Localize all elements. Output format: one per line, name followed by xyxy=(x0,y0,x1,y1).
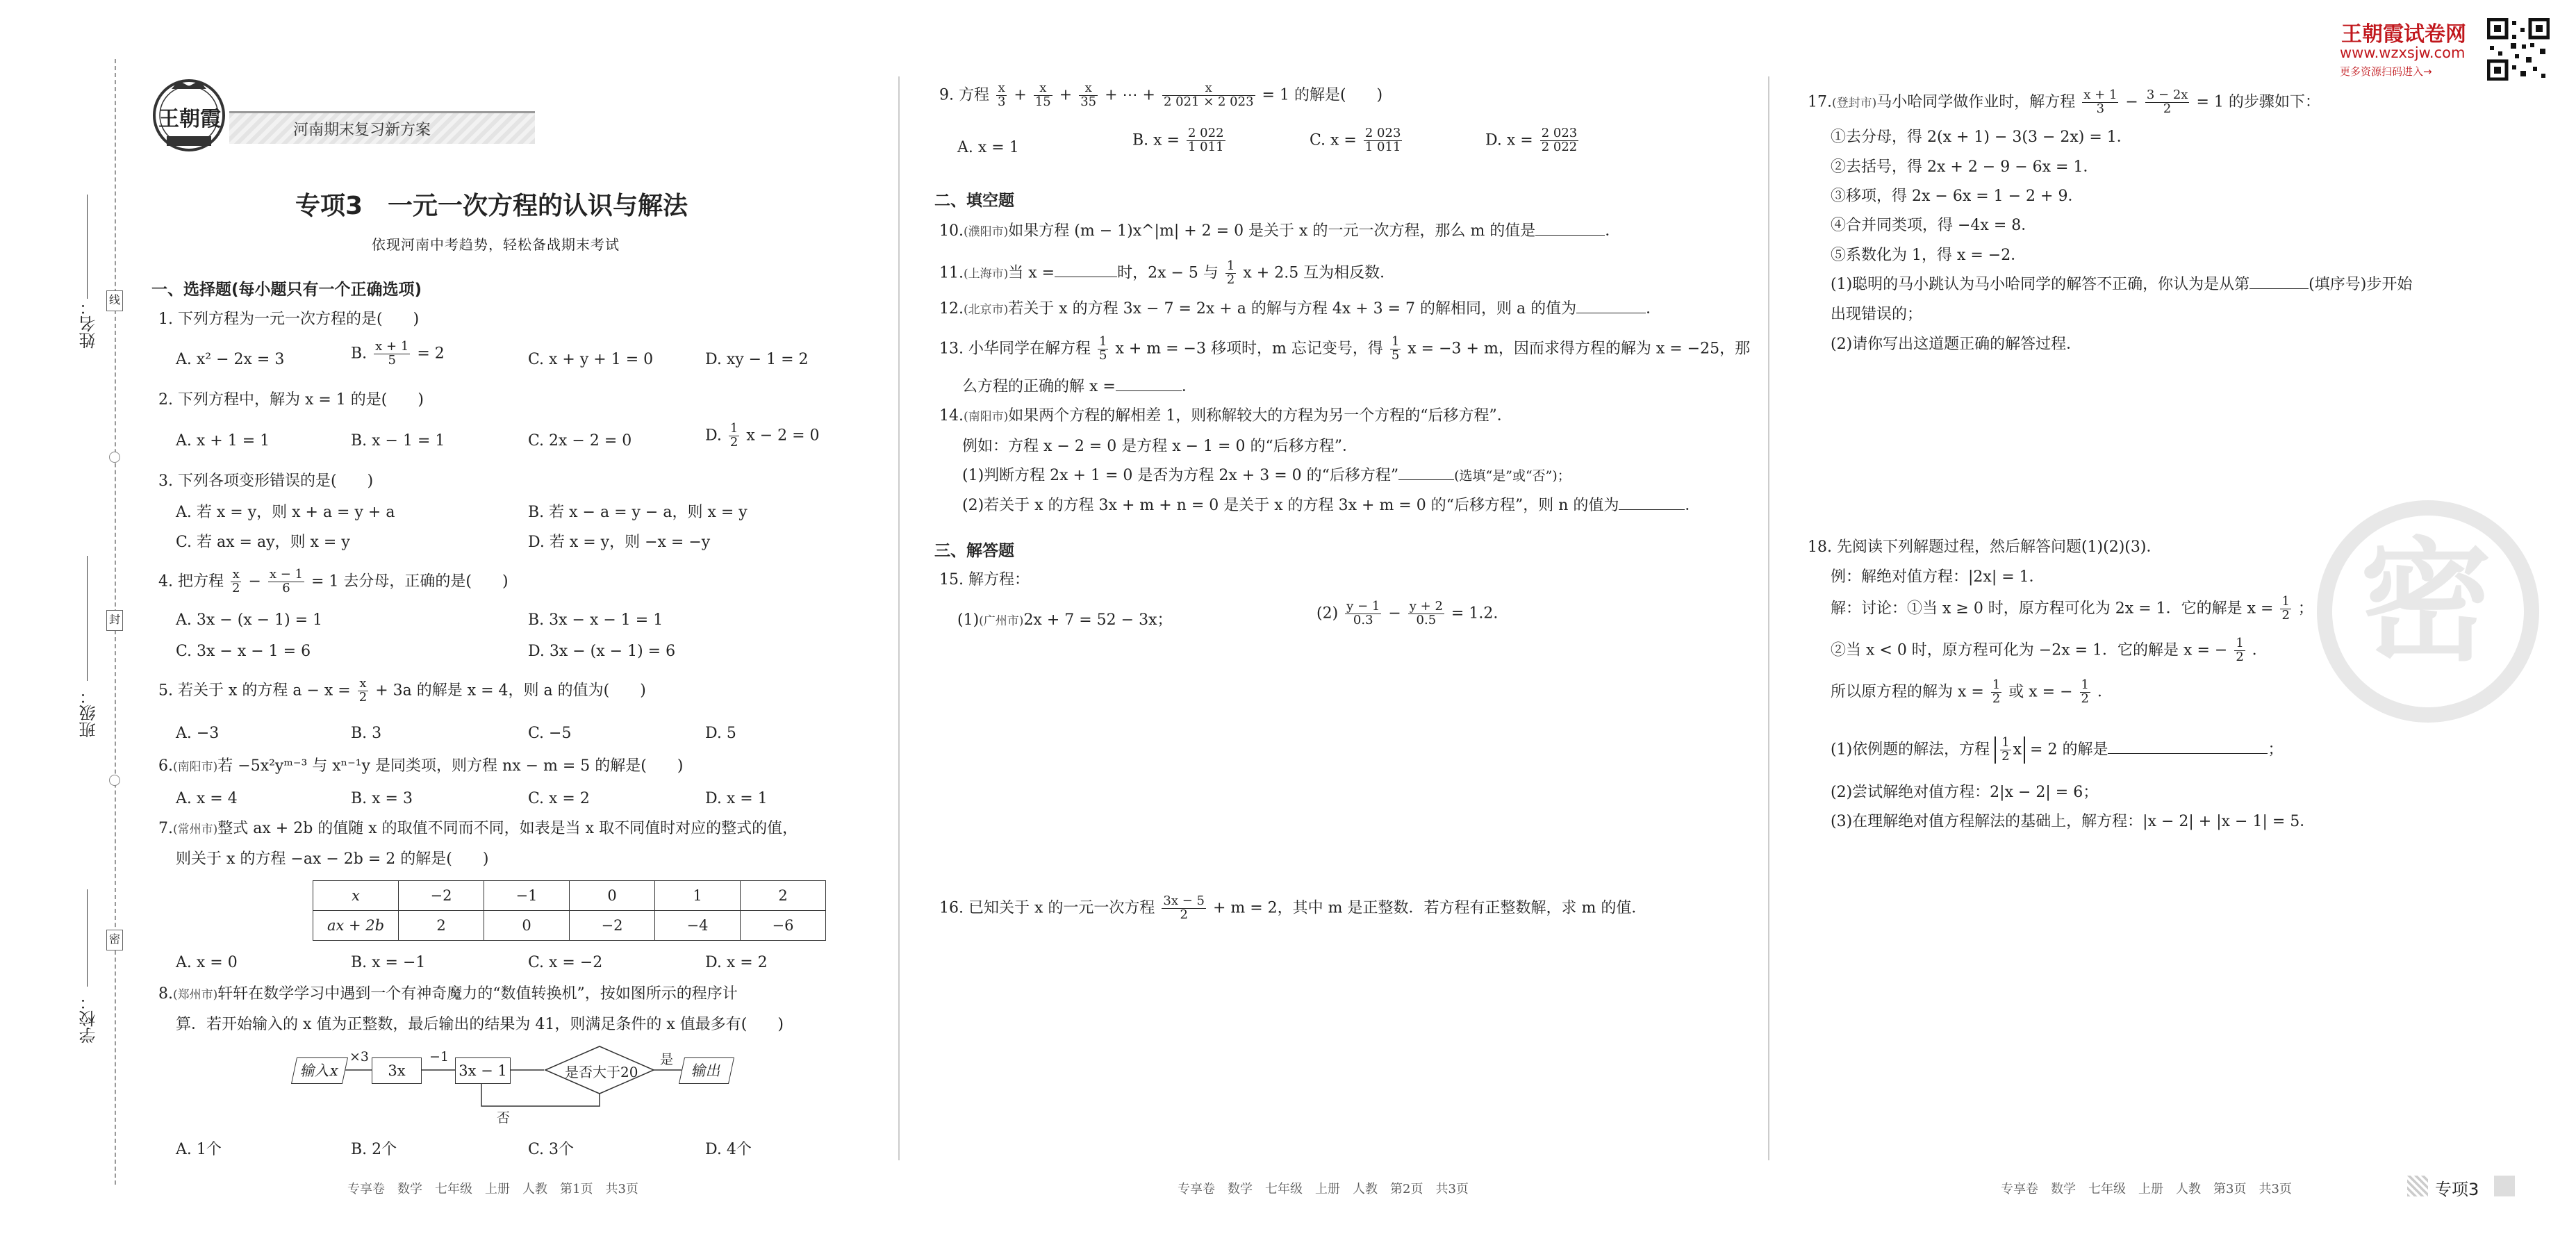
q13-f2-den: 5 xyxy=(1391,347,1400,363)
q9-t4-num: x xyxy=(1162,82,1255,96)
q9-b-fraction xyxy=(1187,127,1225,154)
q17-p1-end: (填序号)步开始 xyxy=(2309,276,2413,293)
q9-option-b[interactable] xyxy=(1132,127,1228,154)
q7-cell: 1 xyxy=(655,881,741,911)
name-field[interactable] xyxy=(76,299,101,349)
q17-step-2: ②去括号，得 2x + 2 − 9 − 6x = 1． xyxy=(1831,158,2099,176)
q17-fraction-2 xyxy=(2145,89,2190,116)
q7-cell: 2 xyxy=(399,911,484,941)
flow-no: 否 xyxy=(497,1110,511,1126)
q15-stem: 15. 解方程： xyxy=(939,571,1030,588)
q17-post: = 1 的步骤如下： xyxy=(2196,93,2320,111)
q15-minus: − xyxy=(1388,604,1401,623)
q7-option-d[interactable]: D. x = 2 xyxy=(705,954,768,971)
section-1-heading: 一、选择题(每小题只有一个正确选项) xyxy=(151,281,422,299)
q2-option-b[interactable]: B. x − 1 = 1 xyxy=(351,432,445,450)
q5-stem-pre: 5. 若关于 x 的方程 a − x = xyxy=(158,682,351,700)
q11-pre: 当 x = xyxy=(1008,264,1055,282)
q5-stem-post: + 3a 的解是 x = 4，则 a 的值为( ) xyxy=(375,682,646,700)
q18-sol1-pre: 解：讨论：①当 x ≥ 0 时，原方程可化为 2x = 1．它的解是 x = xyxy=(1831,600,2274,618)
q15-p2-fraction-1 xyxy=(1345,600,1381,627)
q13-fraction-2 xyxy=(1390,336,1401,363)
q11-fraction xyxy=(1225,260,1236,287)
watermark-seal xyxy=(2317,500,2539,723)
q6-text: 若 −5x²yᵐ⁻³ 与 xⁿ⁻¹y 是同类项，则方程 nx − m = 5 的解是( ) xyxy=(217,757,684,775)
q9-t1-num: x xyxy=(996,82,1007,96)
q9-term-4 xyxy=(1162,82,1255,109)
q12-num: 12. xyxy=(939,300,964,318)
q18-p1-end: ； xyxy=(2268,741,2284,759)
q13-f1-num: 1 xyxy=(1098,334,1107,349)
q4-f1-num: x xyxy=(231,568,241,582)
q13-line2-text: 么方程的正确的解 x = xyxy=(962,378,1116,395)
header-badge: 河南期末复习新方案 xyxy=(293,122,431,139)
brand-url[interactable]: www.wzxsjw.com xyxy=(2340,44,2466,61)
q1-option-a[interactable]: A. x² − 2x = 3 xyxy=(176,351,285,368)
q14-text: 如果两个方程的解相差 1，则称解较大的方程为另一个方程的“后移方程”． xyxy=(1008,407,1512,425)
q17-f1-den: 3 xyxy=(2096,101,2105,116)
brand-tagline: 更多资源扫码进入→ xyxy=(2340,65,2432,78)
q4-option-a[interactable]: A. 3x − (x − 1) = 1 xyxy=(176,611,323,629)
q12-stem xyxy=(939,300,1661,318)
q10-text: 如果方程 (m − 1)x^|m| + 2 = 0 是关于 x 的一元一次方程，那么 m 的值是 xyxy=(1008,222,1536,240)
q2-d-den: 2 xyxy=(729,434,738,450)
q18-sol1-den: 2 xyxy=(2281,607,2290,623)
q13-end: ． xyxy=(1181,378,1197,395)
q17-source: (登封市) xyxy=(1832,96,1877,110)
q10-stem xyxy=(939,222,1620,240)
class-underline xyxy=(87,556,88,681)
q15-p1-text: 2x + 7 = 52 − 3x； xyxy=(1023,611,1173,629)
flow-box-3x-1: 3x − 1 xyxy=(455,1057,511,1084)
q2-d-label: D. xyxy=(705,427,722,445)
q17-step-1: ①去分母，得 2(x + 1) − 3(3 − 2x) = 1． xyxy=(1831,129,2132,146)
q11-num: 11. xyxy=(939,264,964,282)
q18-sol3-mid: 或 x = − xyxy=(2008,683,2073,701)
q13-answer-blank[interactable] xyxy=(1116,390,1182,391)
q9-t3-num: x xyxy=(1079,82,1098,96)
q18-sol3-num2: 1 xyxy=(2081,677,2089,692)
q7-cell: ax + 2b xyxy=(313,911,399,941)
q3-option-a[interactable]: A. 若 x = y，则 x + a = y + a xyxy=(176,504,395,521)
q14-stem xyxy=(939,407,1512,425)
q9-t2-num: x xyxy=(1034,82,1052,96)
q10-num: 10. xyxy=(939,222,964,240)
q2-d-fraction xyxy=(729,422,739,450)
q18-sol3-fraction-1 xyxy=(1991,679,2001,706)
q15-p1-label: (1) xyxy=(957,611,980,629)
q5-f-den: 2 xyxy=(358,689,368,705)
q2-stem: 2. 下列方程中，解为 x = 1 的是( ) xyxy=(158,391,424,409)
q11-f-num: 1 xyxy=(1226,258,1235,273)
q4-fraction-2 xyxy=(268,568,304,595)
q15-f2-den: 0.5 xyxy=(1416,612,1437,627)
q5-fraction xyxy=(358,677,368,705)
school-label: 学校： xyxy=(79,994,99,1044)
qr-code-icon[interactable] xyxy=(2487,18,2550,81)
q9-t1-den: 3 xyxy=(997,94,1006,109)
q3-option-b[interactable]: B. 若 x − a = y − a，则 x = y xyxy=(528,504,748,521)
q6-option-d[interactable]: D. x = 1 xyxy=(705,790,768,807)
q13-stem xyxy=(939,336,1750,363)
q6-option-c[interactable]: C. x = 2 xyxy=(528,790,590,807)
q8-option-b[interactable]: B. 2个 xyxy=(351,1141,397,1158)
q14-p2-text: (2)若关于 x 的方程 3x + m + n = 0 是关于 x 的方程 3x + m = 0 的“后移方程”，则 n 的值为 xyxy=(962,497,1619,514)
logo-text: 王朝霞 xyxy=(158,107,221,131)
q18-p1-post: = 2 的解是 xyxy=(2030,741,2108,759)
q12-text: 若关于 x 的方程 3x − 7 = 2x + a 的解与方程 4x + 3 = 7 的解相同，则 a 的值为 xyxy=(1008,300,1577,318)
q16-f-num: 3x − 5 xyxy=(1163,894,1205,908)
q17-minus: − xyxy=(2125,93,2138,111)
q17-p1-text: (1)聪明的马小跳认为马小哈同学的解答不正确，你认为是从第 xyxy=(1831,276,2250,293)
q17-step-5: ⑤系数化为 1，得 x = −2． xyxy=(1831,247,2026,264)
q8-source: (郑州市) xyxy=(173,988,218,1002)
q8-stem xyxy=(158,985,738,1003)
q17-f2-num: 3 − 2x xyxy=(2146,88,2188,102)
column-divider-2 xyxy=(1768,76,1769,1160)
q17-fraction-1 xyxy=(2082,89,2118,116)
q9-c-fraction xyxy=(1364,127,1403,154)
q15-f1-num: y − 1 xyxy=(1346,599,1380,614)
q5-option-d[interactable]: D. 5 xyxy=(705,725,736,742)
school-underline xyxy=(87,889,88,987)
q9-pre: 9. 方程 xyxy=(939,86,989,104)
q14-example: 例如：方程 x − 2 = 0 是方程 x − 1 = 0 的“后移方程”． xyxy=(962,438,1357,455)
q7-stem-line2: 则关于 x 的方程 −ax − 2b = 2 的解是( ) xyxy=(176,850,489,868)
q18-p1-abs xyxy=(1995,736,2025,764)
q6-option-b[interactable]: B. x = 3 xyxy=(351,790,413,807)
q9-b-den: 1 011 xyxy=(1188,139,1224,154)
q4-option-c[interactable]: C. 3x − x − 1 = 6 xyxy=(176,643,311,660)
q7-source: (常州市) xyxy=(173,823,218,837)
q18-sol3-den: 2 xyxy=(1992,691,2001,706)
q6-source: (南阳市) xyxy=(173,760,218,774)
q14-p1-text: (1)判断方程 2x + 1 = 0 是否为方程 2x + 3 = 0 的“后移方程” xyxy=(962,467,1399,484)
q9-term-3 xyxy=(1079,82,1098,109)
q15-f2-num: y + 2 xyxy=(1409,599,1443,614)
q4-stem-post: = 1 去分母，正确的是( ) xyxy=(311,573,509,591)
q18-sol1-end: ； xyxy=(2297,600,2313,618)
q9-d-num: 2 023 xyxy=(1541,126,1578,140)
q2-option-a[interactable]: A. x + 1 = 1 xyxy=(176,432,270,450)
q17-f1-num: x + 1 xyxy=(2083,88,2117,102)
q17-num: 17. xyxy=(1808,93,1832,111)
q7-cell: −2 xyxy=(570,911,655,941)
q7-cell: 2 xyxy=(741,881,826,911)
q1-b-num: x + 1 xyxy=(375,339,409,354)
q5-option-b[interactable]: B. 3 xyxy=(351,725,382,742)
seal-char-2: 封 xyxy=(106,610,123,631)
q18-sol2-fraction xyxy=(2234,637,2245,664)
q7-table-row-value xyxy=(313,911,826,941)
q9-dots: + ⋯ + xyxy=(1105,86,1155,104)
q16-post: + m = 2，其中 m 是正整数．若方程有正整数解，求 m 的值． xyxy=(1212,899,1647,917)
q17-step-3: ③移项，得 2x − 6x = 1 − 2 + 9． xyxy=(1831,188,2083,205)
flow-input xyxy=(291,1057,348,1084)
q17-f2-den: 2 xyxy=(2163,101,2172,116)
q18-p1-blank[interactable] xyxy=(2108,753,2268,754)
q7-table-row-x xyxy=(313,881,826,911)
q13-f1-den: 5 xyxy=(1098,347,1107,363)
q18-p1-fraction xyxy=(2000,736,2011,764)
q18-solution-2 xyxy=(1831,637,2268,664)
q14-p1-blank[interactable] xyxy=(1398,479,1454,480)
q17-part-2: (2)请你写出这道题正确的解答过程． xyxy=(1831,336,2082,353)
q14-p2-end: ． xyxy=(1685,497,1701,514)
watermark-char: 密 xyxy=(2360,525,2493,679)
q18-sol1-num: 1 xyxy=(2281,594,2290,609)
q7-text: 整式 ax + 2b 的值随 x 的取值不同而不同，如表是当 x 取不同值时对应的整式的值， xyxy=(217,820,798,837)
q13-pre: 13. 小华同学在解方程 xyxy=(939,340,1091,358)
seal-char-3: 密 xyxy=(106,930,123,950)
q17-part-1-line2: 出现错误的； xyxy=(1831,306,1923,323)
hole-mark-1 xyxy=(109,452,120,463)
q18-example: 例：解绝对值方程：|2x| = 1． xyxy=(1831,568,2045,586)
q10-end: ． xyxy=(1605,222,1621,240)
q14-part-2 xyxy=(962,497,1700,515)
q18-part-2: (2)尝试解绝对值方程：2|x − 2| = 6； xyxy=(1831,784,2099,801)
flow-times-3: ×3 xyxy=(349,1049,370,1064)
q7-cell: 0 xyxy=(484,911,570,941)
q1-b-label: B. xyxy=(351,345,368,363)
q1-stem: 1. 下列方程为一元一次方程的是( ) xyxy=(158,311,420,328)
q4-option-b[interactable]: B. 3x − x − 1 = 1 xyxy=(528,611,663,629)
q3-option-c[interactable]: C. 若 ax = ay，则 x = y xyxy=(176,534,350,551)
q7-cell: −1 xyxy=(484,881,570,911)
q15-p2-fraction-2 xyxy=(1408,600,1444,627)
page-subtitle: 依现河南中考趋势，轻松备战期末考试 xyxy=(372,236,620,253)
q17-p1-blank[interactable] xyxy=(2249,288,2309,289)
q7-cell: 0 xyxy=(570,881,655,911)
q14-p1-end: (选填“是”或“否”)； xyxy=(1454,468,1571,484)
flow-box-3x: 3x xyxy=(372,1057,422,1084)
flow-decision: 是否大于20 xyxy=(565,1064,638,1080)
q1-option-d[interactable]: D. xy − 1 = 2 xyxy=(705,351,809,368)
q15-part-2 xyxy=(1316,600,1498,627)
q1-option-c[interactable]: C. x + y + 1 = 0 xyxy=(528,351,654,368)
q15-f1-den: 0.3 xyxy=(1353,612,1373,627)
q9-t2-den: 15 xyxy=(1034,94,1051,109)
q11-mid: 时，2x − 5 与 xyxy=(1117,264,1219,282)
q9-c-den: 1 011 xyxy=(1364,139,1401,154)
q7-cell: −2 xyxy=(399,881,484,911)
q18-sol2-num: 1 xyxy=(2236,636,2244,650)
q7-cell: −4 xyxy=(655,911,741,941)
q1-option-b[interactable] xyxy=(351,340,445,368)
flow-output xyxy=(679,1057,734,1084)
q8-stem-line2: 算．若开始输入的 x 值为正整数，最后输出的结果为 41，则满足条件的 x 值最多有( ) xyxy=(176,1016,784,1033)
q4-f2-num: x − 1 xyxy=(269,567,304,582)
q17-step-4: ④合并同类项，得 −4x = 8． xyxy=(1831,217,2037,234)
q5-stem xyxy=(158,677,646,705)
q9-t4-den: 2 021 × 2 023 xyxy=(1163,94,1254,109)
q9-post: = 1 的解是( ) xyxy=(1262,86,1383,104)
q11-source: (上海市) xyxy=(964,267,1009,281)
q18-sol3-end: ． xyxy=(2097,683,2113,701)
q9-option-d[interactable] xyxy=(1485,127,1580,154)
q9-d-pre: D. x = xyxy=(1485,131,1533,149)
q5-f-num: x xyxy=(358,677,368,691)
header-banner xyxy=(229,111,535,144)
q7-cell: −6 xyxy=(741,911,826,941)
q18-p1-pre: (1)依例题的解法，方程 xyxy=(1831,741,1990,759)
q8-option-d[interactable]: D. 4个 xyxy=(705,1141,752,1158)
footer-page-3: 专享卷 数学 七年级 上册 人教 第3页 共3页 xyxy=(2001,1182,2292,1196)
q18-sol3-pre: 所以原方程的解为 x = xyxy=(1831,683,1984,701)
q16-stem xyxy=(939,895,1646,922)
q1-b-rest: = 2 xyxy=(417,345,445,363)
q4-fraction-1 xyxy=(231,568,241,595)
q4-minus: − xyxy=(248,573,261,591)
name-label: 姓名： xyxy=(79,299,99,349)
q15-p1-source: (广州市) xyxy=(979,614,1024,628)
q16-f-den: 2 xyxy=(1180,907,1188,922)
q18-p1-var: x xyxy=(2013,741,2022,759)
q2-option-d[interactable] xyxy=(705,422,820,450)
q8-flowchart xyxy=(288,1044,733,1127)
q4-stem-pre: 4. 把方程 xyxy=(158,573,224,591)
q3-stem: 3. 下列各项变形错误的是( ) xyxy=(158,472,374,490)
q13-mid2: x = −3 + m，因而求得方程的解为 x = −25，那 xyxy=(1407,340,1751,358)
q15-p2-label: (2) xyxy=(1316,604,1339,623)
q2-d-rest: x − 2 = 0 xyxy=(746,427,820,445)
q6-option-a[interactable]: A. x = 4 xyxy=(176,790,238,807)
q13-mid1: x + m = −3 移项时，m 忘记变号，得 xyxy=(1115,340,1383,358)
name-underline xyxy=(87,195,88,299)
footer-page-2: 专享卷 数学 七年级 上册 人教 第2页 共3页 xyxy=(1178,1182,1469,1196)
q9-option-a[interactable]: A. x = 1 xyxy=(957,139,1019,156)
q17-part-1 xyxy=(1831,276,2412,294)
q11-f-den: 2 xyxy=(1226,272,1235,287)
page-title: 专项3 一元一次方程的认识与解法 xyxy=(295,192,688,220)
q7-stem xyxy=(158,820,798,838)
q15-p2-post: = 1.2. xyxy=(1451,604,1498,623)
q10-answer-blank[interactable] xyxy=(1535,235,1605,236)
q7-cell: x xyxy=(313,881,399,911)
q8-text: 轩轩在数学学习中遇到一个有神奇魔力的“数值转换机”，按如图所示的程序计 xyxy=(217,985,738,1003)
q17-pre: 马小哈同学做作业时，解方程 xyxy=(1876,93,2076,111)
q7-value-table xyxy=(313,880,826,941)
q9-d-fraction xyxy=(1540,127,1579,154)
q9-b-pre: B. x = xyxy=(1132,131,1180,149)
q13-line2 xyxy=(962,378,1197,396)
q18-solution-1 xyxy=(1831,595,2313,623)
q14-part-1 xyxy=(962,467,1571,485)
q15-part-1 xyxy=(957,611,1173,629)
q9-b-num: 2 022 xyxy=(1188,126,1224,140)
q14-source: (南阳市) xyxy=(964,410,1009,424)
school-field[interactable] xyxy=(76,994,101,1044)
q8-num: 8. xyxy=(158,985,173,1003)
flow-minus-1: −1 xyxy=(429,1049,449,1064)
q18-sol3-den2: 2 xyxy=(2081,691,2089,706)
q7-option-a[interactable]: A. x = 0 xyxy=(176,954,238,971)
q3-option-d[interactable]: D. 若 x = y，则 −x = −y xyxy=(528,534,711,551)
q4-option-d[interactable]: D. 3x − (x − 1) = 6 xyxy=(528,643,676,660)
q6-num: 6. xyxy=(158,757,173,775)
seal-char-1: 线 xyxy=(106,290,123,311)
brand-name: 王朝霞试卷网 xyxy=(2341,22,2466,47)
q14-p2-blank[interactable] xyxy=(1619,509,1685,510)
q4-f2-den: 6 xyxy=(282,580,290,595)
q16-fraction xyxy=(1162,895,1206,922)
q9-term-2 xyxy=(1034,82,1052,109)
class-field[interactable] xyxy=(76,688,101,738)
q8-option-c[interactable]: C. 3个 xyxy=(528,1141,575,1158)
q18-part-1 xyxy=(1831,736,2283,764)
q17-stem xyxy=(1808,89,2320,116)
q1-b-fraction xyxy=(374,340,410,368)
q18-part-3: (3)在理解绝对值方程解法的基础上，解方程：|x − 2| + |x − 1| = 5． xyxy=(1831,813,2315,830)
flow-input-label: 输入x xyxy=(299,1062,340,1079)
q14-num: 14. xyxy=(939,407,964,425)
corner-pattern-icon xyxy=(2407,1176,2428,1196)
q18-p1-num: 1 xyxy=(2001,735,2010,750)
q2-d-num: 1 xyxy=(729,421,738,436)
q18-sol1-fraction xyxy=(2280,595,2290,623)
q16-pre: 16. 已知关于 x 的一元一次方程 xyxy=(939,899,1155,917)
q11-post: x + 2.5 互为相反数． xyxy=(1243,264,1396,282)
q18-p1-den: 2 xyxy=(2001,748,2010,764)
q11-stem xyxy=(939,260,1395,287)
q1-b-den: 5 xyxy=(388,352,396,368)
q4-stem xyxy=(158,568,509,595)
logo xyxy=(147,75,231,155)
q18-solution-3 xyxy=(1831,679,2113,706)
q18-sol3-num: 1 xyxy=(1992,677,2001,692)
q5-option-c[interactable]: C. −5 xyxy=(528,725,572,742)
q4-f1-den: 2 xyxy=(231,580,240,595)
footer-page-1: 专享卷 数学 七年级 上册 人教 第1页 共3页 xyxy=(347,1182,638,1196)
q9-stem: 9. 方程 $\frac{x}{3}$ + $\frac{x}{15}$ + $\frac{x}{35}$ + ⋯ + $\frac{x}{2 021 \times 2 023}$ = 1 的解是( ) xyxy=(939,81,1383,109)
q18-sol2-pre: ②当 x < 0 时，原方程可化为 −2x = 1．它的解是 x = − xyxy=(1831,641,2228,659)
q7-option-b[interactable]: B. x = −1 xyxy=(351,954,426,971)
q12-source: (北京市) xyxy=(964,303,1009,317)
q7-num: 7. xyxy=(158,820,173,837)
footer-tag-block xyxy=(2494,1176,2515,1196)
q18-sol3-fraction-2 xyxy=(2080,679,2090,706)
q9-c-pre: C. x = xyxy=(1310,131,1357,149)
q18-stem: 18. 先阅读下列解题过程，然后解答问题(1)(2)(3)． xyxy=(1808,538,2162,556)
q10-source: (濮阳市) xyxy=(964,225,1009,239)
q9-t3-den: 35 xyxy=(1080,94,1097,109)
q9-term-1 xyxy=(996,82,1007,109)
section-2-heading: 二、填空题 xyxy=(934,192,1014,210)
q8-option-a[interactable]: A. 1个 xyxy=(176,1141,222,1158)
flow-yes: 是 xyxy=(660,1052,674,1067)
q7-option-c[interactable]: C. x = −2 xyxy=(528,954,603,971)
q18-sol2-end: ． xyxy=(2252,641,2268,659)
footer-tag: 专项3 xyxy=(2435,1180,2479,1199)
flow-output-label: 输出 xyxy=(690,1062,723,1079)
q9-d-den: 2 022 xyxy=(1541,139,1578,154)
q9-option-c[interactable] xyxy=(1310,127,1404,154)
q13-f2-num: 1 xyxy=(1391,334,1400,349)
q5-option-a[interactable]: A. −3 xyxy=(176,725,220,742)
section-3-heading: 三、解答题 xyxy=(934,542,1014,560)
q13-fraction-1 xyxy=(1098,336,1108,363)
column-divider-1 xyxy=(898,76,900,1160)
q6-stem xyxy=(158,757,683,775)
hole-mark-2 xyxy=(109,775,120,786)
q18-sol2-den: 2 xyxy=(2236,649,2244,664)
class-label: 班级： xyxy=(79,688,99,738)
q12-end: ． xyxy=(1646,300,1662,318)
q9-c-num: 2 023 xyxy=(1364,126,1401,140)
q2-option-c[interactable]: C. 2x − 2 = 0 xyxy=(528,432,632,450)
